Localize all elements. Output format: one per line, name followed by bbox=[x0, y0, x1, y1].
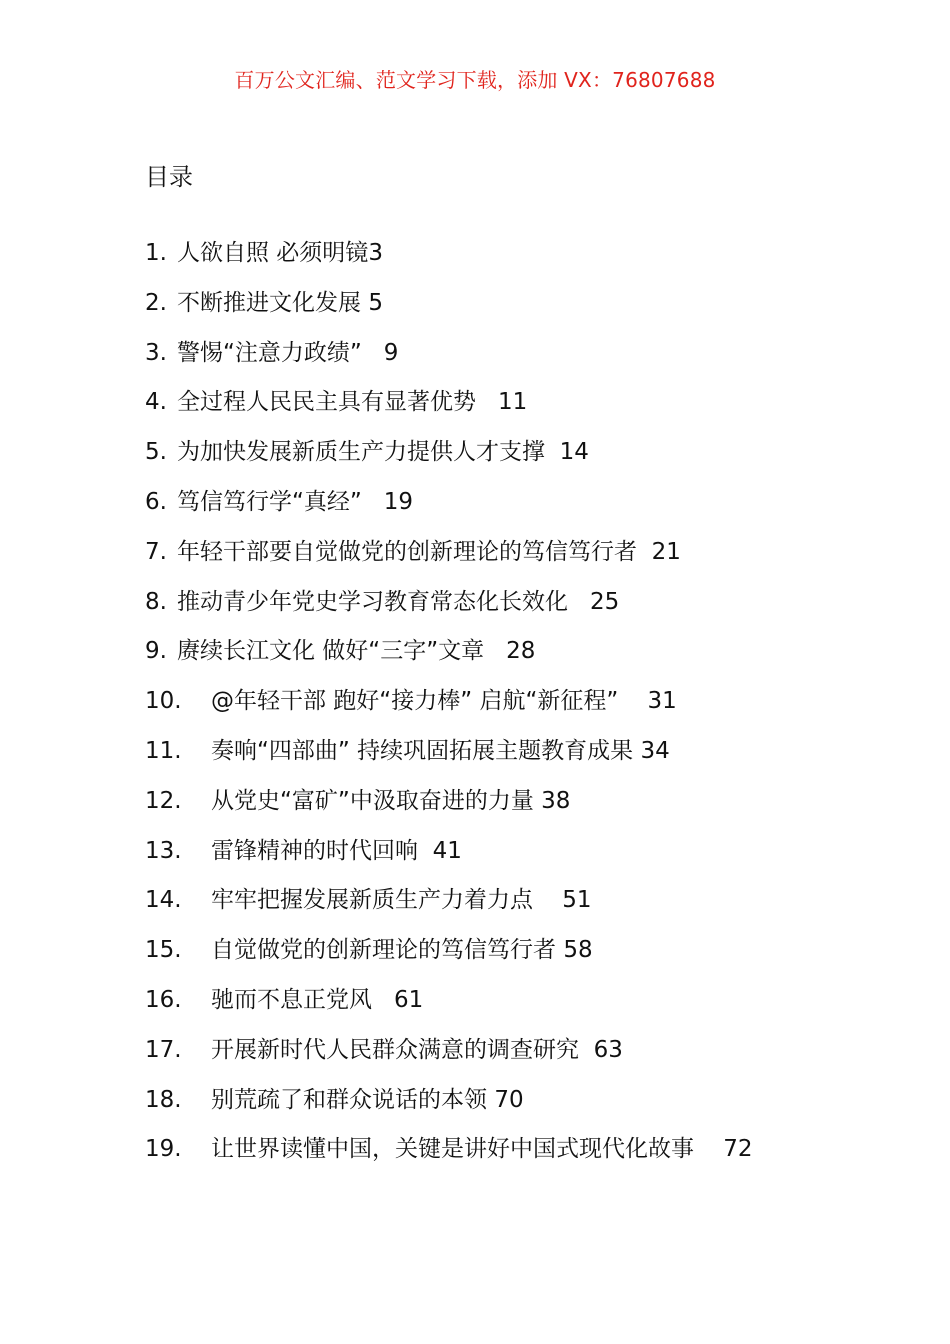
toc-item-page: 51 bbox=[562, 887, 592, 914]
toc-item-page: 28 bbox=[506, 638, 536, 665]
toc-item-title: 笃信笃行学“真经” bbox=[177, 488, 362, 515]
toc-item[interactable] bbox=[145, 535, 845, 585]
toc-list bbox=[145, 236, 845, 1182]
toc-item[interactable] bbox=[145, 385, 845, 435]
toc-item[interactable] bbox=[145, 236, 845, 286]
toc-item-gap bbox=[362, 340, 384, 366]
toc-item-title: 全过程人民民主具有显著优势 bbox=[177, 389, 476, 416]
toc-item-gap bbox=[418, 838, 433, 864]
toc-item-title: 别荒疏了和群众说话的本领 bbox=[211, 1086, 487, 1113]
toc-item-title: 年轻干部要自觉做党的创新理论的笃信笃行者 bbox=[177, 538, 637, 565]
toc-item-page: 25 bbox=[589, 588, 620, 615]
toc-item-number: 15. bbox=[145, 937, 182, 964]
toc-item[interactable] bbox=[145, 1033, 845, 1083]
toc-item-gap bbox=[545, 439, 560, 465]
toc-item-title: @年轻干部 跑好“接力棒” 启航“新征程” bbox=[211, 688, 619, 715]
toc-item-page: 19 bbox=[383, 488, 414, 515]
toc-item-gap bbox=[484, 638, 506, 664]
toc-item[interactable] bbox=[145, 585, 845, 635]
toc-item-number: 13. bbox=[145, 837, 182, 864]
toc-item-number: 16. bbox=[145, 986, 182, 1013]
toc-item-number: 19. bbox=[145, 1136, 182, 1163]
toc-item-gap bbox=[362, 489, 384, 515]
toc-item[interactable] bbox=[145, 933, 845, 983]
toc-item-title: 自觉做党的创新理论的笃信笃行者 bbox=[211, 937, 556, 964]
toc-item-number: 4. bbox=[145, 389, 167, 416]
toc-item-number: 10. bbox=[145, 688, 182, 715]
toc-item[interactable] bbox=[145, 834, 845, 884]
toc-item-page: 5 bbox=[368, 289, 383, 316]
toc-item[interactable] bbox=[145, 435, 845, 485]
toc-item-gap bbox=[533, 887, 562, 913]
toc-item[interactable] bbox=[145, 1132, 845, 1182]
toc-item[interactable] bbox=[145, 336, 845, 386]
toc-item-title: 赓续长江文化 做好“三字”文章 bbox=[177, 638, 485, 665]
toc-item-number: 14. bbox=[145, 887, 182, 914]
toc-item-number: 8. bbox=[145, 588, 167, 615]
toc-item-number: 3. bbox=[145, 339, 167, 366]
toc-item-gap bbox=[694, 1136, 723, 1162]
toc-item-title: 警惕“注意力政绩” bbox=[177, 339, 362, 366]
toc-item-gap bbox=[618, 688, 647, 714]
toc-item-number: 12. bbox=[145, 787, 182, 814]
toc-item-gap bbox=[372, 987, 394, 1013]
toc-item-page: 63 bbox=[593, 1036, 623, 1063]
toc-item-title: 驰而不息正党风 bbox=[211, 986, 372, 1013]
toc-item[interactable] bbox=[145, 485, 845, 535]
toc-item-number: 9. bbox=[145, 638, 167, 665]
toc-item-title: 牢牢把握发展新质生产力着力点 bbox=[211, 887, 533, 914]
toc-item[interactable] bbox=[145, 684, 845, 734]
toc-item-number: 17. bbox=[145, 1036, 182, 1063]
toc-item-title: 人欲自照 必须明镜 bbox=[177, 240, 369, 266]
toc-title: 目录 bbox=[145, 163, 193, 191]
toc-item-page: 70 bbox=[494, 1086, 524, 1113]
toc-item-title: 从党史“富矿”中汲取奋进的力量 bbox=[211, 787, 534, 814]
toc-item-number: 6. bbox=[145, 488, 167, 515]
toc-item[interactable] bbox=[145, 983, 845, 1033]
toc-item-number: 7. bbox=[145, 538, 167, 565]
toc-item-gap bbox=[568, 589, 590, 615]
toc-item-page: 3 bbox=[368, 240, 383, 266]
toc-item-title: 雷锋精神的时代回响 bbox=[211, 837, 418, 864]
toc-item-page: 14 bbox=[559, 439, 589, 466]
toc-item-gap bbox=[637, 539, 652, 565]
watermark-header: 百万公文汇编、范文学习下载，添加 VX：76807688 bbox=[234, 68, 716, 92]
toc-item-title: 开展新时代人民群众满意的调查研究 bbox=[211, 1036, 579, 1063]
toc-item-title: 不断推进文化发展 bbox=[177, 289, 361, 316]
toc-item-page: 61 bbox=[393, 986, 424, 1013]
toc-item-number: 2. bbox=[145, 289, 167, 316]
toc-item-gap bbox=[579, 1037, 594, 1063]
toc-item-page: 41 bbox=[432, 837, 462, 864]
toc-item-title: 推动青少年党史学习教育常态化长效化 bbox=[177, 588, 568, 615]
toc-item-title: 奏响“四部曲” 持续巩固拓展主题教育成果 bbox=[211, 737, 634, 764]
toc-item[interactable] bbox=[145, 883, 845, 933]
toc-item-title: 为加快发展新质生产力提供人才支撑 bbox=[177, 439, 545, 466]
toc-item-number: 11. bbox=[145, 737, 182, 764]
toc-item[interactable] bbox=[145, 634, 845, 684]
toc-item-page: 72 bbox=[723, 1136, 753, 1163]
toc-item-page: 11 bbox=[497, 389, 528, 416]
toc-item-page: 31 bbox=[647, 688, 677, 715]
toc-item[interactable] bbox=[145, 734, 845, 784]
toc-item-page: 34 bbox=[640, 737, 670, 764]
toc-item[interactable] bbox=[145, 784, 845, 834]
toc-item-page: 9 bbox=[383, 339, 399, 366]
toc-item-page: 58 bbox=[563, 937, 593, 964]
toc-item[interactable] bbox=[145, 1083, 845, 1133]
toc-item-title: 让世界读懂中国，关键是讲好中国式现代化故事 bbox=[211, 1136, 694, 1163]
toc-item-page: 21 bbox=[651, 538, 681, 565]
toc-item-number: 1. bbox=[145, 240, 167, 266]
toc-item-page: 38 bbox=[541, 787, 571, 814]
toc-item-gap bbox=[476, 389, 498, 415]
toc-item-number: 18. bbox=[145, 1086, 182, 1113]
toc-item-number: 5. bbox=[145, 439, 167, 466]
toc-item[interactable] bbox=[145, 286, 845, 336]
